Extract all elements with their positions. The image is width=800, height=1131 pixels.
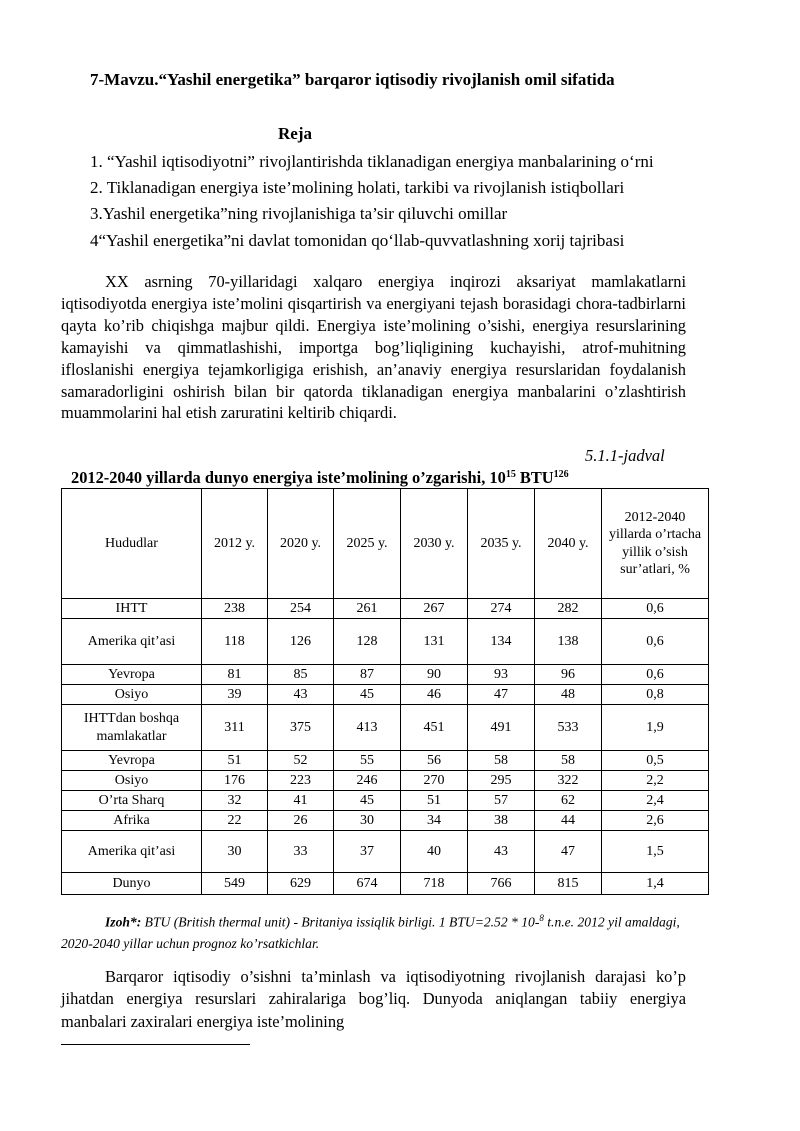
table-cell: 58 xyxy=(468,751,535,771)
table-header-cell: 2012-2040 yillarda o’rtacha yillik o’sish sur’atlari, % xyxy=(602,489,709,599)
footnote-separator xyxy=(61,1044,250,1045)
table-cell: 58 xyxy=(535,751,602,771)
table-cell: Osiyo xyxy=(62,771,202,791)
table-cell: 267 xyxy=(401,599,468,619)
page-title: 7-Mavzu.“Yashil energetika” barqaror iqtisodiy rivojlanish omil sifatida xyxy=(90,70,615,89)
table-row xyxy=(62,685,709,705)
table-cell: 126 xyxy=(268,619,334,665)
table-cell: 26 xyxy=(268,811,334,831)
table-cell: 45 xyxy=(334,791,401,811)
note-text: BTU (British thermal unit) - Britaniya issiqlik birligi. 1 BTU=2.52 * 10- xyxy=(141,914,540,930)
table-header-row xyxy=(62,489,709,599)
table-cell: 48 xyxy=(535,685,602,705)
table-cell: 128 xyxy=(334,619,401,665)
table-cell: 261 xyxy=(334,599,401,619)
table-row xyxy=(62,619,709,665)
table-cell: Amerika qit’asi xyxy=(62,619,202,665)
table-cell: 44 xyxy=(535,811,602,831)
table-cell: 491 xyxy=(468,705,535,751)
table-cell: 34 xyxy=(401,811,468,831)
table-cell: 87 xyxy=(334,665,401,685)
table-cell: 282 xyxy=(535,599,602,619)
table-cell: IHTTdan boshqa mamlakatlar xyxy=(62,705,202,751)
table-cell: 311 xyxy=(202,705,268,751)
table-cell: 47 xyxy=(468,685,535,705)
table-cell: 43 xyxy=(268,685,334,705)
table-cell: 32 xyxy=(202,791,268,811)
table-cell: 41 xyxy=(268,791,334,811)
table-title xyxy=(71,468,569,488)
plan-item-2: 2. Tiklanadigan energiya iste’molining holati, tarkibi va rivojlanish istiqbollari xyxy=(90,178,625,197)
table-header-cell: 2040 y. xyxy=(535,489,602,599)
table-cell: 322 xyxy=(535,771,602,791)
table-cell: 134 xyxy=(468,619,535,665)
table-row xyxy=(62,791,709,811)
table-cell: 55 xyxy=(334,751,401,771)
table-cell: 118 xyxy=(202,619,268,665)
table-cell: 413 xyxy=(334,705,401,751)
table-cell: 674 xyxy=(334,873,401,895)
table-cell: 0,8 xyxy=(602,685,709,705)
table-cell: 43 xyxy=(468,831,535,873)
table-cell: 62 xyxy=(535,791,602,811)
table-cell: 238 xyxy=(202,599,268,619)
intro-paragraph: XX asrning 70-yillaridagi xalqaro energiya inqirozi aksariyat mamlakatlarni iqtisodiyotda energiya iste’molini qisqartirish va energiyani tejash borasidagi chora-tadbirlarni qayta ko’rib chiqishga majbur qildi. Energiya iste’molining o’sishi, energiya resurslarining kamayishi va qimmatlashishi, importga bog’liqligining kuchayishi, atrof-muhitning ifloslanishi energiya tejamkorligiga erishish, an’anaviy energiya resurslaridan foydalanish samaradorligini oshirish bilan bir qatorda tiklanadigan energiya manbalarini o’zlashtirish muammolarini hal etish zaruratini keltirib chiqardi. xyxy=(61,272,686,423)
table-header-cell: 2020 y. xyxy=(268,489,334,599)
table-cell: 246 xyxy=(334,771,401,791)
table-cell: 1,5 xyxy=(602,831,709,873)
table-title-unit: BTU xyxy=(515,468,554,487)
table-cell: 81 xyxy=(202,665,268,685)
plan-item-4: 4“Yashil energetika”ni davlat tomonidan qo‘llab-quvvatlashning xorij tajribasi xyxy=(90,231,625,250)
table-cell: 85 xyxy=(268,665,334,685)
table-cell: 223 xyxy=(268,771,334,791)
table-row xyxy=(62,665,709,685)
table-cell: Dunyo xyxy=(62,873,202,895)
table-row xyxy=(62,831,709,873)
table-title-exponent: 15 xyxy=(505,469,516,480)
table-cell: 37 xyxy=(334,831,401,873)
table-cell: 375 xyxy=(268,705,334,751)
table-cell: 47 xyxy=(535,831,602,873)
table-cell: 39 xyxy=(202,685,268,705)
table-header-cell: Hududlar xyxy=(62,489,202,599)
plan-heading: Reja xyxy=(278,124,312,143)
table-cell: Yevropa xyxy=(62,665,202,685)
note-tail: t.n.e. 2012 yil amaldagi, 2020-2040 yillar uchun prognoz ko’rsatkichlar. xyxy=(61,914,680,951)
table-cell: 2,4 xyxy=(602,791,709,811)
table-cell: 30 xyxy=(202,831,268,873)
table-row xyxy=(62,811,709,831)
table-cell: 30 xyxy=(334,811,401,831)
closing-paragraph: Barqaror iqtisodiy o’sishni ta’minlash va iqtisodiyotning rivojlanish darajasi ko’p jihatdan energiya resurslari zahiralariga bog’liq. Dunyoda aniqlangan tabiiy energiya manbalari zaxiralari energiya iste’molining xyxy=(61,967,686,1031)
table-cell: 46 xyxy=(401,685,468,705)
table-cell: O’rta Sharq xyxy=(62,791,202,811)
table-cell: 254 xyxy=(268,599,334,619)
table-cell: 451 xyxy=(401,705,468,751)
table-cell: 1,4 xyxy=(602,873,709,895)
table-cell: 295 xyxy=(468,771,535,791)
table-cell: 1,9 xyxy=(602,705,709,751)
table-cell: Afrika xyxy=(62,811,202,831)
table-cell: 533 xyxy=(535,705,602,751)
table-cell: 270 xyxy=(401,771,468,791)
note-label: Izoh*: xyxy=(105,914,142,930)
table-row xyxy=(62,771,709,791)
table-row xyxy=(62,705,709,751)
table-cell: IHTT xyxy=(62,599,202,619)
table-cell: 57 xyxy=(468,791,535,811)
table-cell: 549 xyxy=(202,873,268,895)
energy-consumption-table xyxy=(61,488,709,895)
table-cell: 0,6 xyxy=(602,619,709,665)
table-cell: 40 xyxy=(401,831,468,873)
table-cell: Amerika qit’asi xyxy=(62,831,202,873)
table-cell: 51 xyxy=(401,791,468,811)
table-title-main: 2012-2040 yillarda dunyo energiya iste’molining o’zgarishi, 10 xyxy=(71,468,506,487)
table-cell: 93 xyxy=(468,665,535,685)
table-header-cell: 2025 y. xyxy=(334,489,401,599)
table-cell: 0,5 xyxy=(602,751,709,771)
table-cell: 629 xyxy=(268,873,334,895)
table-cell: 22 xyxy=(202,811,268,831)
table-cell: 56 xyxy=(401,751,468,771)
table-row xyxy=(62,751,709,771)
table-cell: Osiyo xyxy=(62,685,202,705)
table-row xyxy=(62,873,709,895)
table-header-cell: 2030 y. xyxy=(401,489,468,599)
table-cell: 38 xyxy=(468,811,535,831)
table-cell: 131 xyxy=(401,619,468,665)
table-cell: 718 xyxy=(401,873,468,895)
table-cell: 51 xyxy=(202,751,268,771)
table-cell: 2,6 xyxy=(602,811,709,831)
table-cell: 0,6 xyxy=(602,599,709,619)
table-note xyxy=(61,908,701,954)
table-cell: 96 xyxy=(535,665,602,685)
table-cell: 45 xyxy=(334,685,401,705)
table-caption: 5.1.1-jadval xyxy=(585,446,665,465)
table-row xyxy=(62,599,709,619)
table-header-cell: 2012 y. xyxy=(202,489,268,599)
table-cell: 0,6 xyxy=(602,665,709,685)
plan-item-3: 3.Yashil energetika”ning rivojlanishiga ta’sir qiluvchi omillar xyxy=(90,204,508,223)
note-exponent: 8 xyxy=(539,913,544,923)
plan-item-1: 1. “Yashil iqtisodiyotni” rivojlantirishda tiklanadigan energiya manbalarining o‘rni xyxy=(90,152,654,171)
table-cell: Yevropa xyxy=(62,751,202,771)
table-cell: 138 xyxy=(535,619,602,665)
table-cell: 176 xyxy=(202,771,268,791)
table-cell: 766 xyxy=(468,873,535,895)
table-cell: 2,2 xyxy=(602,771,709,791)
table-cell: 52 xyxy=(268,751,334,771)
table-cell: 90 xyxy=(401,665,468,685)
table-cell: 815 xyxy=(535,873,602,895)
table-cell: 33 xyxy=(268,831,334,873)
table-cell: 274 xyxy=(468,599,535,619)
table-title-footnote-ref: 126 xyxy=(553,469,569,480)
table-header-cell: 2035 y. xyxy=(468,489,535,599)
